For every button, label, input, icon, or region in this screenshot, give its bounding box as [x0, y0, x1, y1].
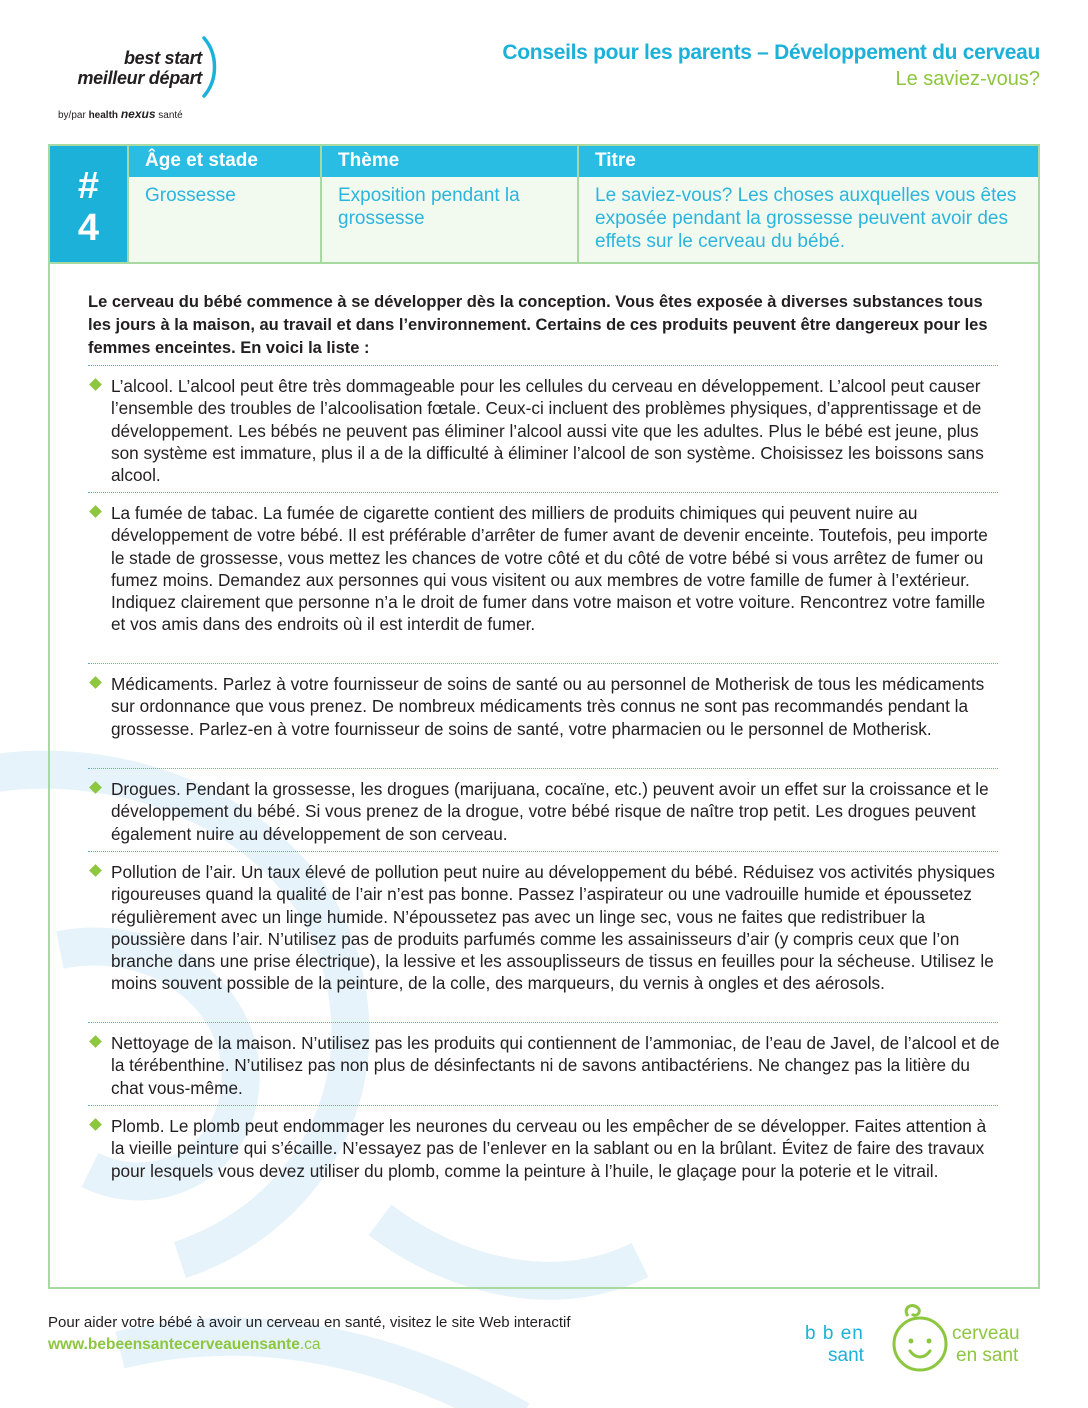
footer-url-tld: .ca	[299, 1336, 321, 1353]
list-item-tobacco	[88, 492, 998, 635]
logo-line-1: best start	[123, 48, 202, 68]
age-stage-value: Grossesse	[145, 185, 236, 206]
logo-by-text: by/par	[58, 110, 86, 121]
list-item-text: L’alcool. L’alcool peut être très dommageable pour les cellules du cerveau en développement. L’alcool peut causer l’ensemble des troubles de l’alcoolisation fœtale. Ceux-ci incluent des problèmes physiques, d’apprentissage et de développement. Les bébés ne peuvent pas éliminer l’alcool aussi vite que les adultes. Plus le bébé est jeune, plus son système est immature, plus il a de la difficulté à éliminer l’alcool de son système. Choisissez les boissons sans alcool.	[111, 376, 984, 486]
page-subtitle: Le saviez-vous?	[895, 68, 1040, 90]
list-item-alcohol	[88, 365, 998, 486]
theme-column	[320, 146, 580, 262]
theme-value: Exposition pendant la grossesse	[338, 185, 520, 229]
logo-sante-text: santé	[158, 110, 183, 121]
footer-text: Pour aider votre bébé à avoir un cerveau en santé, visitez le site Web interactif	[48, 1314, 571, 1331]
list-item-text: Médicaments. Parlez à votre fournisseur de soins de santé ou au personnel de Motherisk de tous les médicaments sur ordonnance que vous prenez. De nombreux médicaments très connus ne sont pas recommandés pendant la grossesse. Parlez-en à votre fournisseur de soins de santé, votre pharmacien ou le personnel de Motherisk.	[111, 674, 985, 739]
title-column	[577, 146, 1038, 262]
baby-face-icon	[890, 1302, 950, 1374]
tip-number-cell	[50, 146, 127, 262]
tip-hash: #	[77, 165, 100, 207]
theme-header: Thème	[338, 150, 400, 171]
age-stage-column	[127, 146, 322, 262]
logo-nexus-text: nexus	[120, 107, 156, 121]
best-start-logo	[58, 36, 228, 126]
list-item-text: La fumée de tabac. La fumée de cigarette contient des milliers de produits chimiques qui peuvent nuire au développement de votre bébé. Il est préférable d’arrêter de fumer avant de devenir enceinte. Toutefois, peu importe le stade de grossesse, vous mettez les chances de votre côté et du côté de votre bébé si vous arrêtez de fumer ou fumez moins. Demandez aux personnes qui vous visitent ou aux membres de votre famille de fumer à l’extérieur. Indiquez clairement que personne n’a le droit de fumer dans votre maison et votre voiture. Rencontrez votre famille et vos amis dans des endroits où il est interdit de fumer.	[111, 503, 988, 635]
intro-paragraph: Le cerveau du bébé commence à se développer dès la conception. Vous êtes exposée à diverses substances tous les jours à la maison, au travail et dans l’environnement. Certains de ces produits peuvent être dangereux pour les femmes enceintes. En voici la liste :	[88, 293, 988, 357]
list-item-drugs	[88, 768, 998, 844]
list-item-cleaning	[88, 1022, 1000, 1098]
title-header: Titre	[595, 150, 636, 171]
list-item-text: Pollution de l’air. Un taux élevé de pollution peut nuire au développement du bébé. Réduisez vos activités physiques rigoureuses quand la qualité de l’air n’est pas bonne. Passez l’aspirateur ou une vadrouille humide et époussetez régulièrement avec un linge humide. N’époussetez pas avec un linge sec, vous ne faites que redistribuer la poussière dans l’air. N’utilisez pas de produits parfumés comme les assainisseurs d’air (y compris ceux que l’on branche dans une prise électrique), la lessive et les assouplisseurs de tissus en feuilles pour la sécheuse. Utilisez le moins souvent possible de la peinture, de la colle, des marqueurs, du vernis à ongles et des aérosols.	[111, 862, 995, 994]
logo-left-line-1: b b en	[805, 1323, 864, 1344]
info-table	[48, 144, 1040, 264]
list-item-text: Drogues. Pendant la grossesse, les drogues (marijuana, cocaïne, etc.) peuvent avoir un effet sur la croissance et le développement du bébé. Si vous prenez de la drogue, votre bébé risque de naître trop petit. Les drogues peuvent également nuire au développement de son cerveau.	[111, 779, 989, 844]
list-item-text: Plomb. Le plomb peut endommager les neurones du cerveau ou les empêcher de se développer. Faites attention à la vieille peinture qui s’écaille. N’essayez pas de l’enlever en la sablant ou en la brûlant. Évitez de faire des travaux pour lesquels vous devez utiliser du plomb, comme la peinture à l’huile, le glaçage pour la poterie et le vitrail.	[111, 1116, 987, 1181]
page-title: Conseils pour les parents – Développement du cerveau	[502, 41, 1040, 64]
footer-website-link[interactable]	[48, 1336, 321, 1354]
logo-byline	[58, 107, 183, 121]
logo-right-line-1: cerveau	[952, 1323, 1020, 1344]
logo-line-2: meilleur départ	[77, 68, 202, 88]
list-item-text: Nettoyage de la maison. N’utilisez pas les produits qui contiennent de l’ammoniac, de l’eau de Javel, de l’alcool et de la térébenthine. N’utilisez pas non plus de désinfectants ni de savons antibactériens. Ne changez pas la litière du chat vous-même.	[111, 1033, 1000, 1098]
list-item-air-pollution	[88, 851, 998, 994]
age-stage-header: Âge et stade	[145, 150, 258, 171]
logo-parenthesis-icon	[200, 36, 220, 98]
list-item-medications	[88, 663, 998, 739]
list-item-lead	[88, 1105, 998, 1181]
footer-url-main: www.bebeensantecerveauensante	[48, 1336, 300, 1353]
tip-number: 4	[77, 207, 100, 249]
bebe-en-sante-logo	[800, 1300, 1040, 1380]
title-value: Le saviez-vous? Les choses auxquelles vous êtes exposée pendant la grossesse peuvent avoir des effets sur le cerveau du bébé.	[595, 185, 1017, 252]
logo-right-line-2: en sant	[956, 1345, 1019, 1366]
logo-left-line-2: sant	[828, 1345, 864, 1366]
logo-health-text: health	[88, 110, 119, 121]
